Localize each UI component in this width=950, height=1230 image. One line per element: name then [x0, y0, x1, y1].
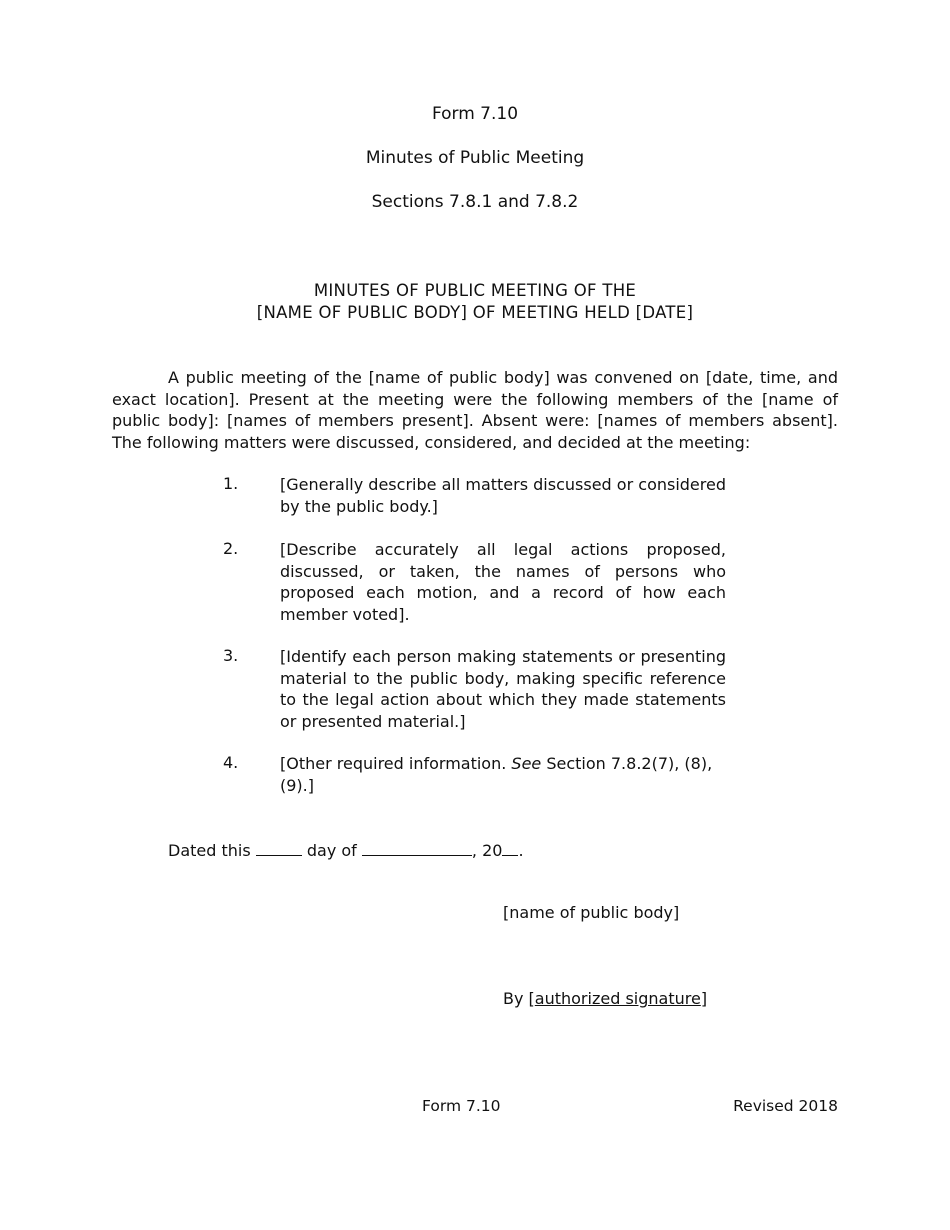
item-number: 4. — [223, 753, 239, 772]
dated-suffix: . — [518, 841, 524, 860]
public-body-name-line: [name of public body] — [503, 903, 680, 922]
by-prefix: By [ — [503, 989, 535, 1008]
item-text-before: [Other required information. — [280, 754, 512, 773]
item-text: [Describe accurately all legal actions proposed, discussed, or taken, the names of persons who proposed each motion, and a record of how each member voted]. — [280, 540, 726, 624]
intro-paragraph: A public meeting of the [name of public body] was convened on [date, time, and exact location]. Present at the meeting were the following members of the [name of public body]: [names of members present]. Absent were: [names of members absent]. The following matters were discussed, considered, and decided at the meeting: — [112, 368, 838, 452]
sections-heading: Sections 7.8.1 and 7.8.2 — [371, 192, 579, 212]
footer-revised-date: Revised 2018 — [733, 1097, 838, 1115]
day-blank-field[interactable] — [256, 839, 302, 856]
item-number: 3. — [223, 646, 239, 665]
month-blank-field[interactable] — [362, 839, 472, 856]
year-prefix: , 20 — [471, 841, 503, 860]
document-title-line-2: [NAME OF PUBLIC BODY] OF MEETING HELD [DATE] — [256, 303, 694, 322]
footer-form-number: Form 7.10 — [422, 1097, 501, 1115]
year-blank-field[interactable] — [502, 839, 518, 856]
dated-middle: day of — [306, 841, 357, 860]
item-text-italic: See — [511, 754, 542, 773]
item-text: [Identify each person making statements or presenting material to the public body, making specific reference to the legal action about which they made statements or presented material.] — [280, 647, 726, 731]
by-suffix: ] — [700, 989, 708, 1008]
authorized-signature-field[interactable]: authorized signature — [534, 989, 701, 1008]
item-text — [280, 753, 726, 796]
dated-prefix: Dated this — [168, 841, 251, 860]
signature-line — [503, 989, 707, 1008]
item-number: 1. — [223, 474, 239, 493]
document-title-line-1: MINUTES OF PUBLIC MEETING OF THE — [313, 281, 637, 300]
item-text: [Generally describe all matters discussed or considered by the public body.] — [280, 475, 726, 516]
item-text-after: Section 7.8.2(7), (8), (9).] — [280, 754, 713, 795]
dated-line — [168, 839, 524, 860]
form-number-heading: Form 7.10 — [431, 104, 519, 124]
item-number: 2. — [223, 539, 239, 558]
form-title-heading: Minutes of Public Meeting — [365, 148, 585, 168]
